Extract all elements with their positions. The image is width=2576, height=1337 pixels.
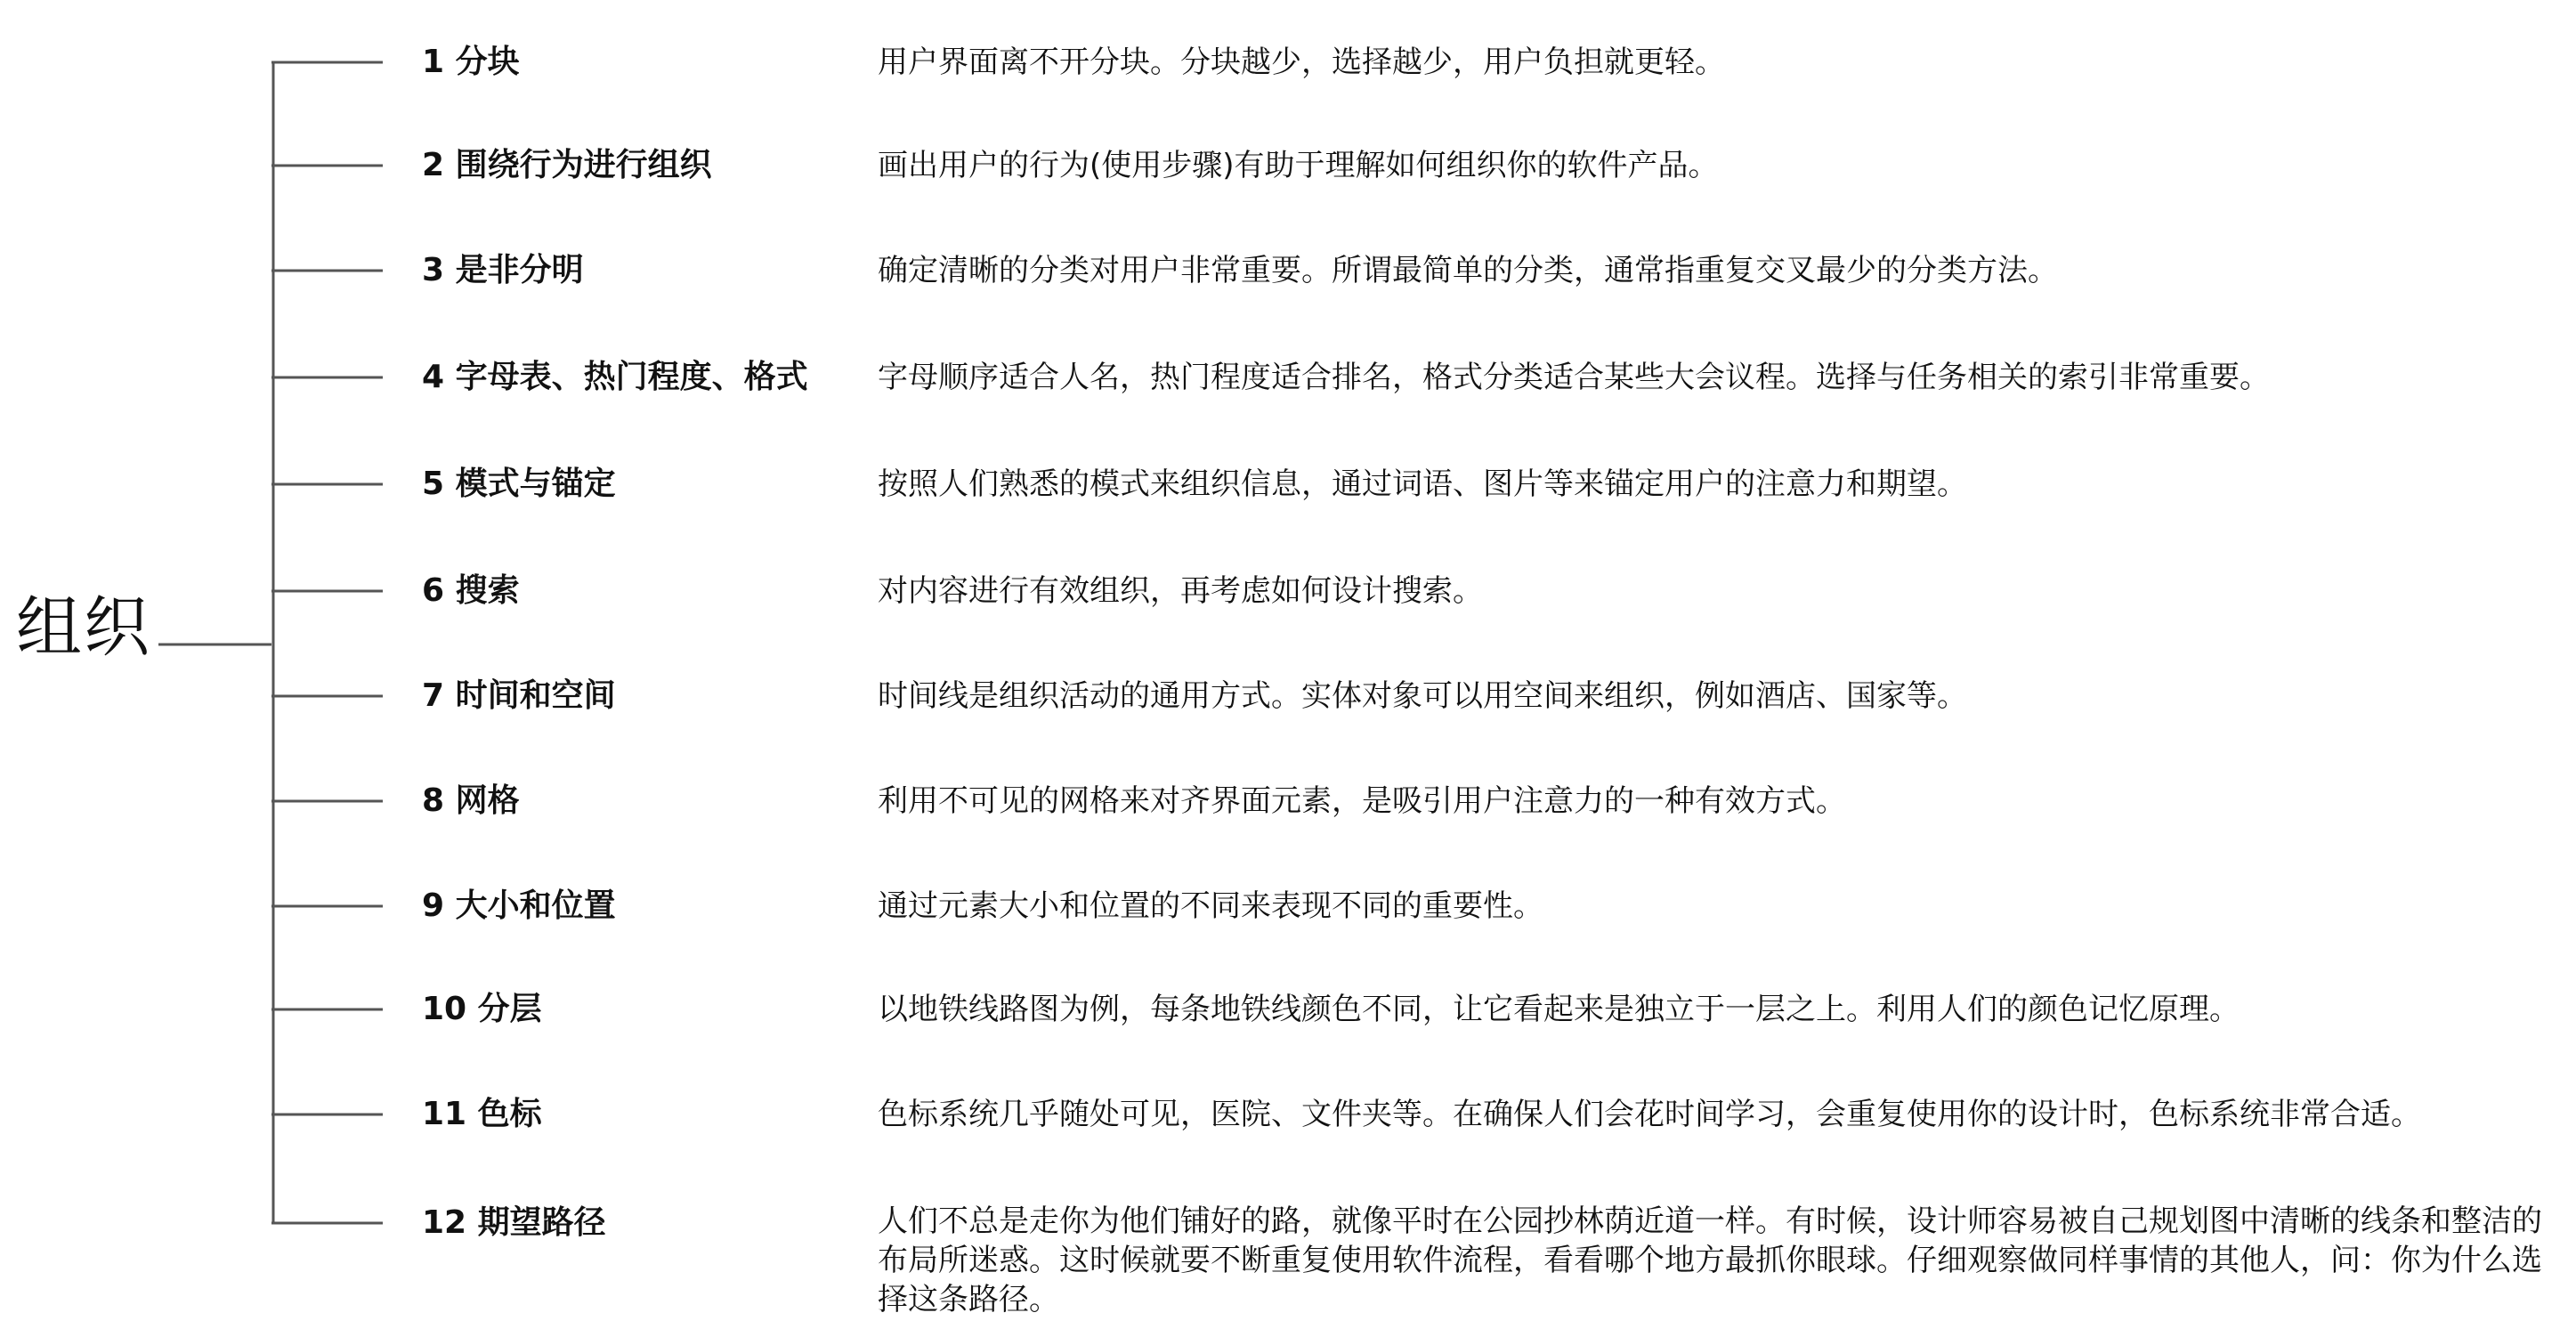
node-description: 确定清晰的分类对用户非常重要。所谓最简单的分类，通常指重复交叉最少的分类方法。 [878, 253, 2058, 288]
node-label: 5 模式与锚定 [422, 466, 616, 502]
node-label: 12 期望路径 [422, 1204, 606, 1241]
node-description: 用户界面离不开分块。分块越少，选择越少，用户负担就更轻。 [878, 45, 1725, 80]
node-description: 以地铁线路图为例，每条地铁线颜色不同，让它看起来是独立于一层之上。利用人们的颜色记忆原理。 [878, 992, 2240, 1027]
node-label: 8 网格 [422, 782, 520, 819]
node-description: 色标系统几乎随处可见，医院、文件夹等。在确保人们会花时间学习，会重复使用你的设计时，色标系统非常合适。 [878, 1097, 2421, 1132]
node-description: 对内容进行有效组织，再考虑如何设计搜索。 [878, 573, 1483, 609]
node-description: 通过元素大小和位置的不同来表现不同的重要性。 [878, 888, 1543, 924]
node-label: 6 搜索 [422, 572, 520, 609]
node-label: 4 字母表、热门程度、格式 [422, 359, 808, 395]
node-label: 11 色标 [422, 1096, 542, 1132]
node-description: 字母顺序适合人名，热门程度适合排名，格式分类适合某些大会议程。选择与任务相关的索引非常重要。 [878, 360, 2270, 395]
node-label: 1 分块 [422, 44, 520, 80]
node-description: 按照人们熟悉的模式来组织信息，通过词语、图片等来锚定用户的注意力和期望。 [878, 466, 1967, 502]
node-label: 9 大小和位置 [422, 887, 616, 924]
node-label: 2 围绕行为进行组织 [422, 147, 712, 183]
node-description: 利用不可见的网格来对齐界面元素，是吸引用户注意力的一种有效方式。 [878, 783, 1846, 819]
root-node: 组织 [16, 589, 151, 666]
node-description: 画出用户的行为(使用步骤)有助于理解如何组织你的软件产品。 [878, 148, 1719, 183]
node-label: 3 是非分明 [422, 252, 584, 288]
node-label: 7 时间和空间 [422, 677, 616, 714]
node-label: 10 分层 [422, 991, 542, 1027]
node-description: 人们不总是走你为他们铺好的路，就像平时在公园抄林荫近道一样。有时候，设计师容易被自己规划图中清晰的线条和整洁的布局所迷惑。这时候就要不断重复使用软件流程，看看哪个地方最抓你眼球。仔细观察做同样事情的其他人，问：你为什么选择这条路径。 [878, 1203, 2542, 1317]
node-description: 时间线是组织活动的通用方式。实体对象可以用空间来组织，例如酒店、国家等。 [878, 678, 1967, 714]
